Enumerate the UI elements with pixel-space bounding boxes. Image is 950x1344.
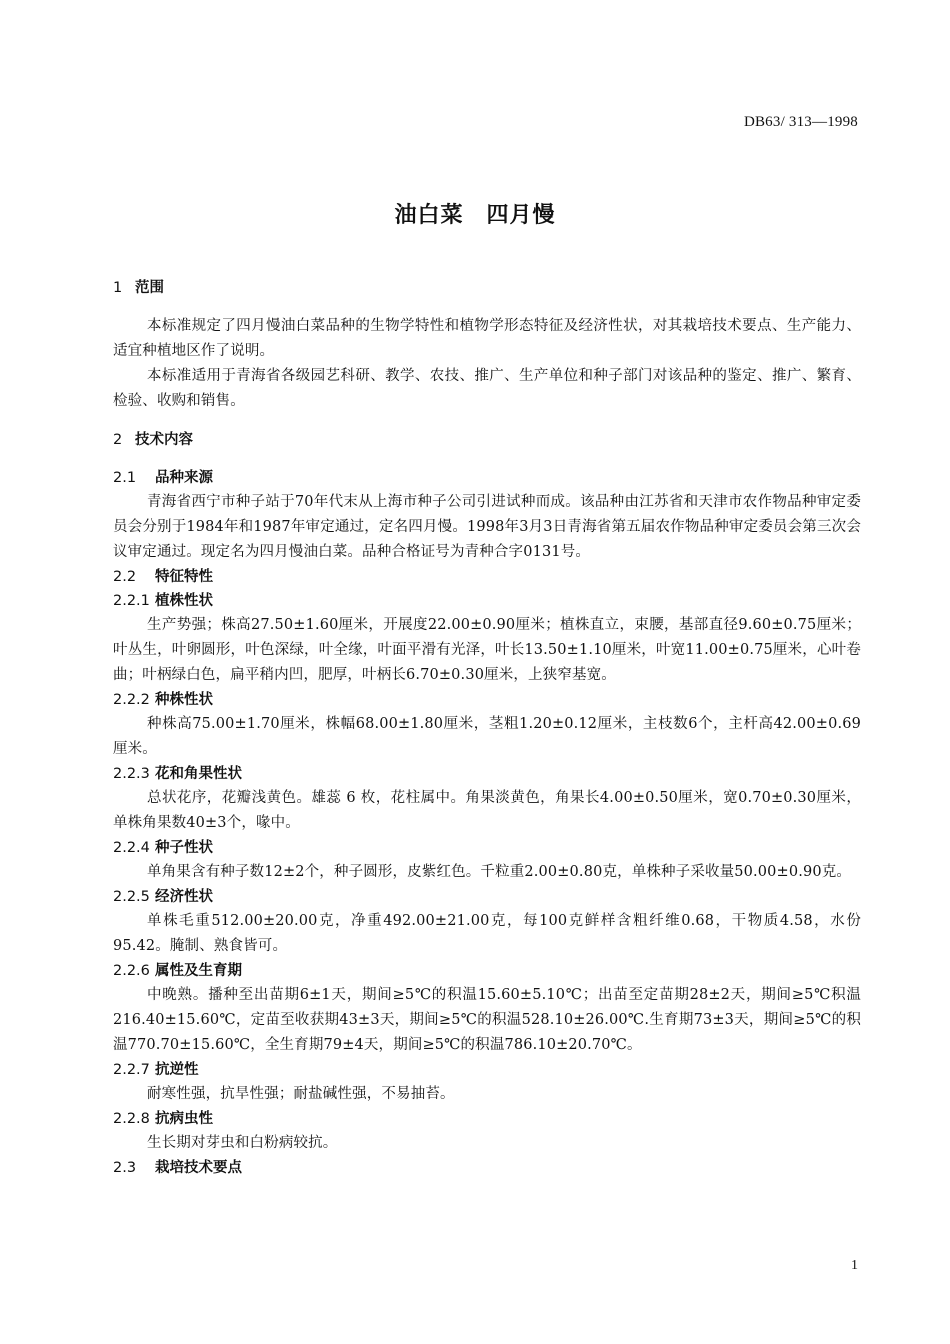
section-heading-2-3 (113, 1156, 861, 1180)
section-heading-2-2-8 (113, 1107, 861, 1131)
section-heading-2-2-1 (113, 589, 861, 613)
paragraph: 总状花序，花瓣浅黄色。雄蕊 6 枚，花柱属中。角果淡黄色，角果长4.00±0.50厘米，宽0.70±0.30厘米，单株角果数40±3个，喙中。 (113, 790, 861, 831)
section-title: 种株性状 (155, 692, 213, 708)
section-heading-2-2-5 (113, 885, 861, 909)
section-number: 2.3 (113, 1160, 137, 1176)
paragraph: 中晚熟。播种至出苗期6±1天，期间≥5℃的积温15.60±5.10℃；出苗至定苗期28±2天，期间≥5℃积温216.40±15.60℃，定苗至收获期43±3天，期间≥5℃的积温528.10±26.00℃.生育期73±3天，期间≥5℃的积温770.70±15.60℃，全生育期79±4天，期间≥5℃的积温786.10±20.70℃。 (113, 987, 861, 1053)
paragraph: 生长期对芽虫和白粉病较抗。 (147, 1135, 338, 1151)
paragraph: 生产势强；株高27.50±1.60厘米，开展度22.00±0.90厘米；植株直立，束腰，基部直径9.60±0.75厘米；叶丛生，叶卵圆形，叶色深绿，叶全缘，叶面平滑有光泽，叶长13.50±1.10厘米，叶宽11.00±0.75厘米，心叶卷曲；叶柄绿白色，扁平稍内凹，肥厚，叶柄长6.70±0.30厘米，上狭窄基宽。 (113, 617, 861, 683)
section-number: 2.2.7 (113, 1062, 150, 1078)
section-title: 植株性状 (155, 593, 213, 609)
paragraph: 单株毛重512.00±20.00克，净重492.00±21.00克，每100克鲜样含粗纤维0.68，干物质4.58，水份95.42。腌制、熟食皆可。 (113, 913, 861, 954)
section-number: 2 (113, 432, 123, 448)
section-heading-2-2-7 (113, 1058, 861, 1082)
section-title: 属性及生育期 (155, 963, 242, 979)
section-heading-2-2-4 (113, 836, 861, 860)
section-title: 技术内容 (135, 432, 193, 448)
section-number: 2.2.2 (113, 692, 150, 708)
section-heading-1 (113, 276, 861, 300)
paragraph: 青海省西宁市种子站于70年代末从上海市种子公司引进试种而成。该品种由江苏省和天津市农作物品种审定委员会分别于1984年和1987年审定通过，定名四月慢。1998年3月3日青海省第五届农作物品种审定委员会第三次会议审定通过。现定名为四月慢油白菜。品种合格证号为青种合字0131号。 (113, 494, 861, 560)
section-number: 2.2.6 (113, 963, 150, 979)
section-title: 种子性状 (155, 840, 213, 856)
paragraph: 单角果含有种子数12±2个，种子圆形，皮紫红色。千粒重2.00±0.80克，单株种子采收量50.00±0.90克。 (147, 864, 852, 880)
page-number: 1 (851, 1258, 858, 1273)
section-heading-2-2 (113, 565, 861, 589)
paragraph: 本标准适用于青海省各级园艺科研、教学、农技、推广、生产单位和种子部门对该品种的鉴定、推广、繁育、检验、收购和销售。 (113, 368, 861, 409)
section-number: 2.1 (113, 470, 137, 486)
section-heading-2 (113, 428, 861, 452)
section-number: 1 (113, 280, 123, 296)
paragraph: 本标准规定了四月慢油白菜品种的生物学特性和植物学形态特征及经济性状，对其栽培技术要点、生产能力、适宜种植地区作了说明。 (113, 318, 861, 359)
document-title: 油白菜 四月慢 (394, 203, 556, 228)
paragraph: 种株高75.00±1.70厘米，株幅68.00±1.80厘米，茎粗1.20±0.12厘米，主枝数6个，主杆高42.00±0.69厘米。 (113, 716, 861, 757)
section-number: 2.2.8 (113, 1111, 150, 1127)
section-number: 2.2 (113, 569, 137, 585)
document-body (113, 276, 861, 1180)
section-title: 范围 (135, 280, 164, 296)
section-heading-2-1 (113, 466, 861, 490)
section-title: 抗病虫性 (155, 1111, 213, 1127)
section-number: 2.2.1 (113, 593, 150, 609)
section-title: 花和角果性状 (155, 766, 242, 782)
section-title: 栽培技术要点 (155, 1160, 242, 1176)
document-number: DB63/ 313—1998 (743, 114, 858, 130)
section-title: 特征特性 (155, 569, 213, 585)
section-number: 2.2.5 (113, 889, 150, 905)
section-heading-2-2-6 (113, 959, 861, 983)
paragraph: 耐寒性强，抗旱性强；耐盐碱性强，不易抽苔。 (147, 1086, 455, 1102)
section-title: 抗逆性 (155, 1062, 199, 1078)
section-title: 经济性状 (155, 889, 213, 905)
section-number: 2.2.4 (113, 840, 150, 856)
section-title: 品种来源 (155, 470, 213, 486)
section-heading-2-2-2 (113, 688, 861, 712)
section-heading-2-2-3 (113, 762, 861, 786)
section-number: 2.2.3 (113, 766, 150, 782)
